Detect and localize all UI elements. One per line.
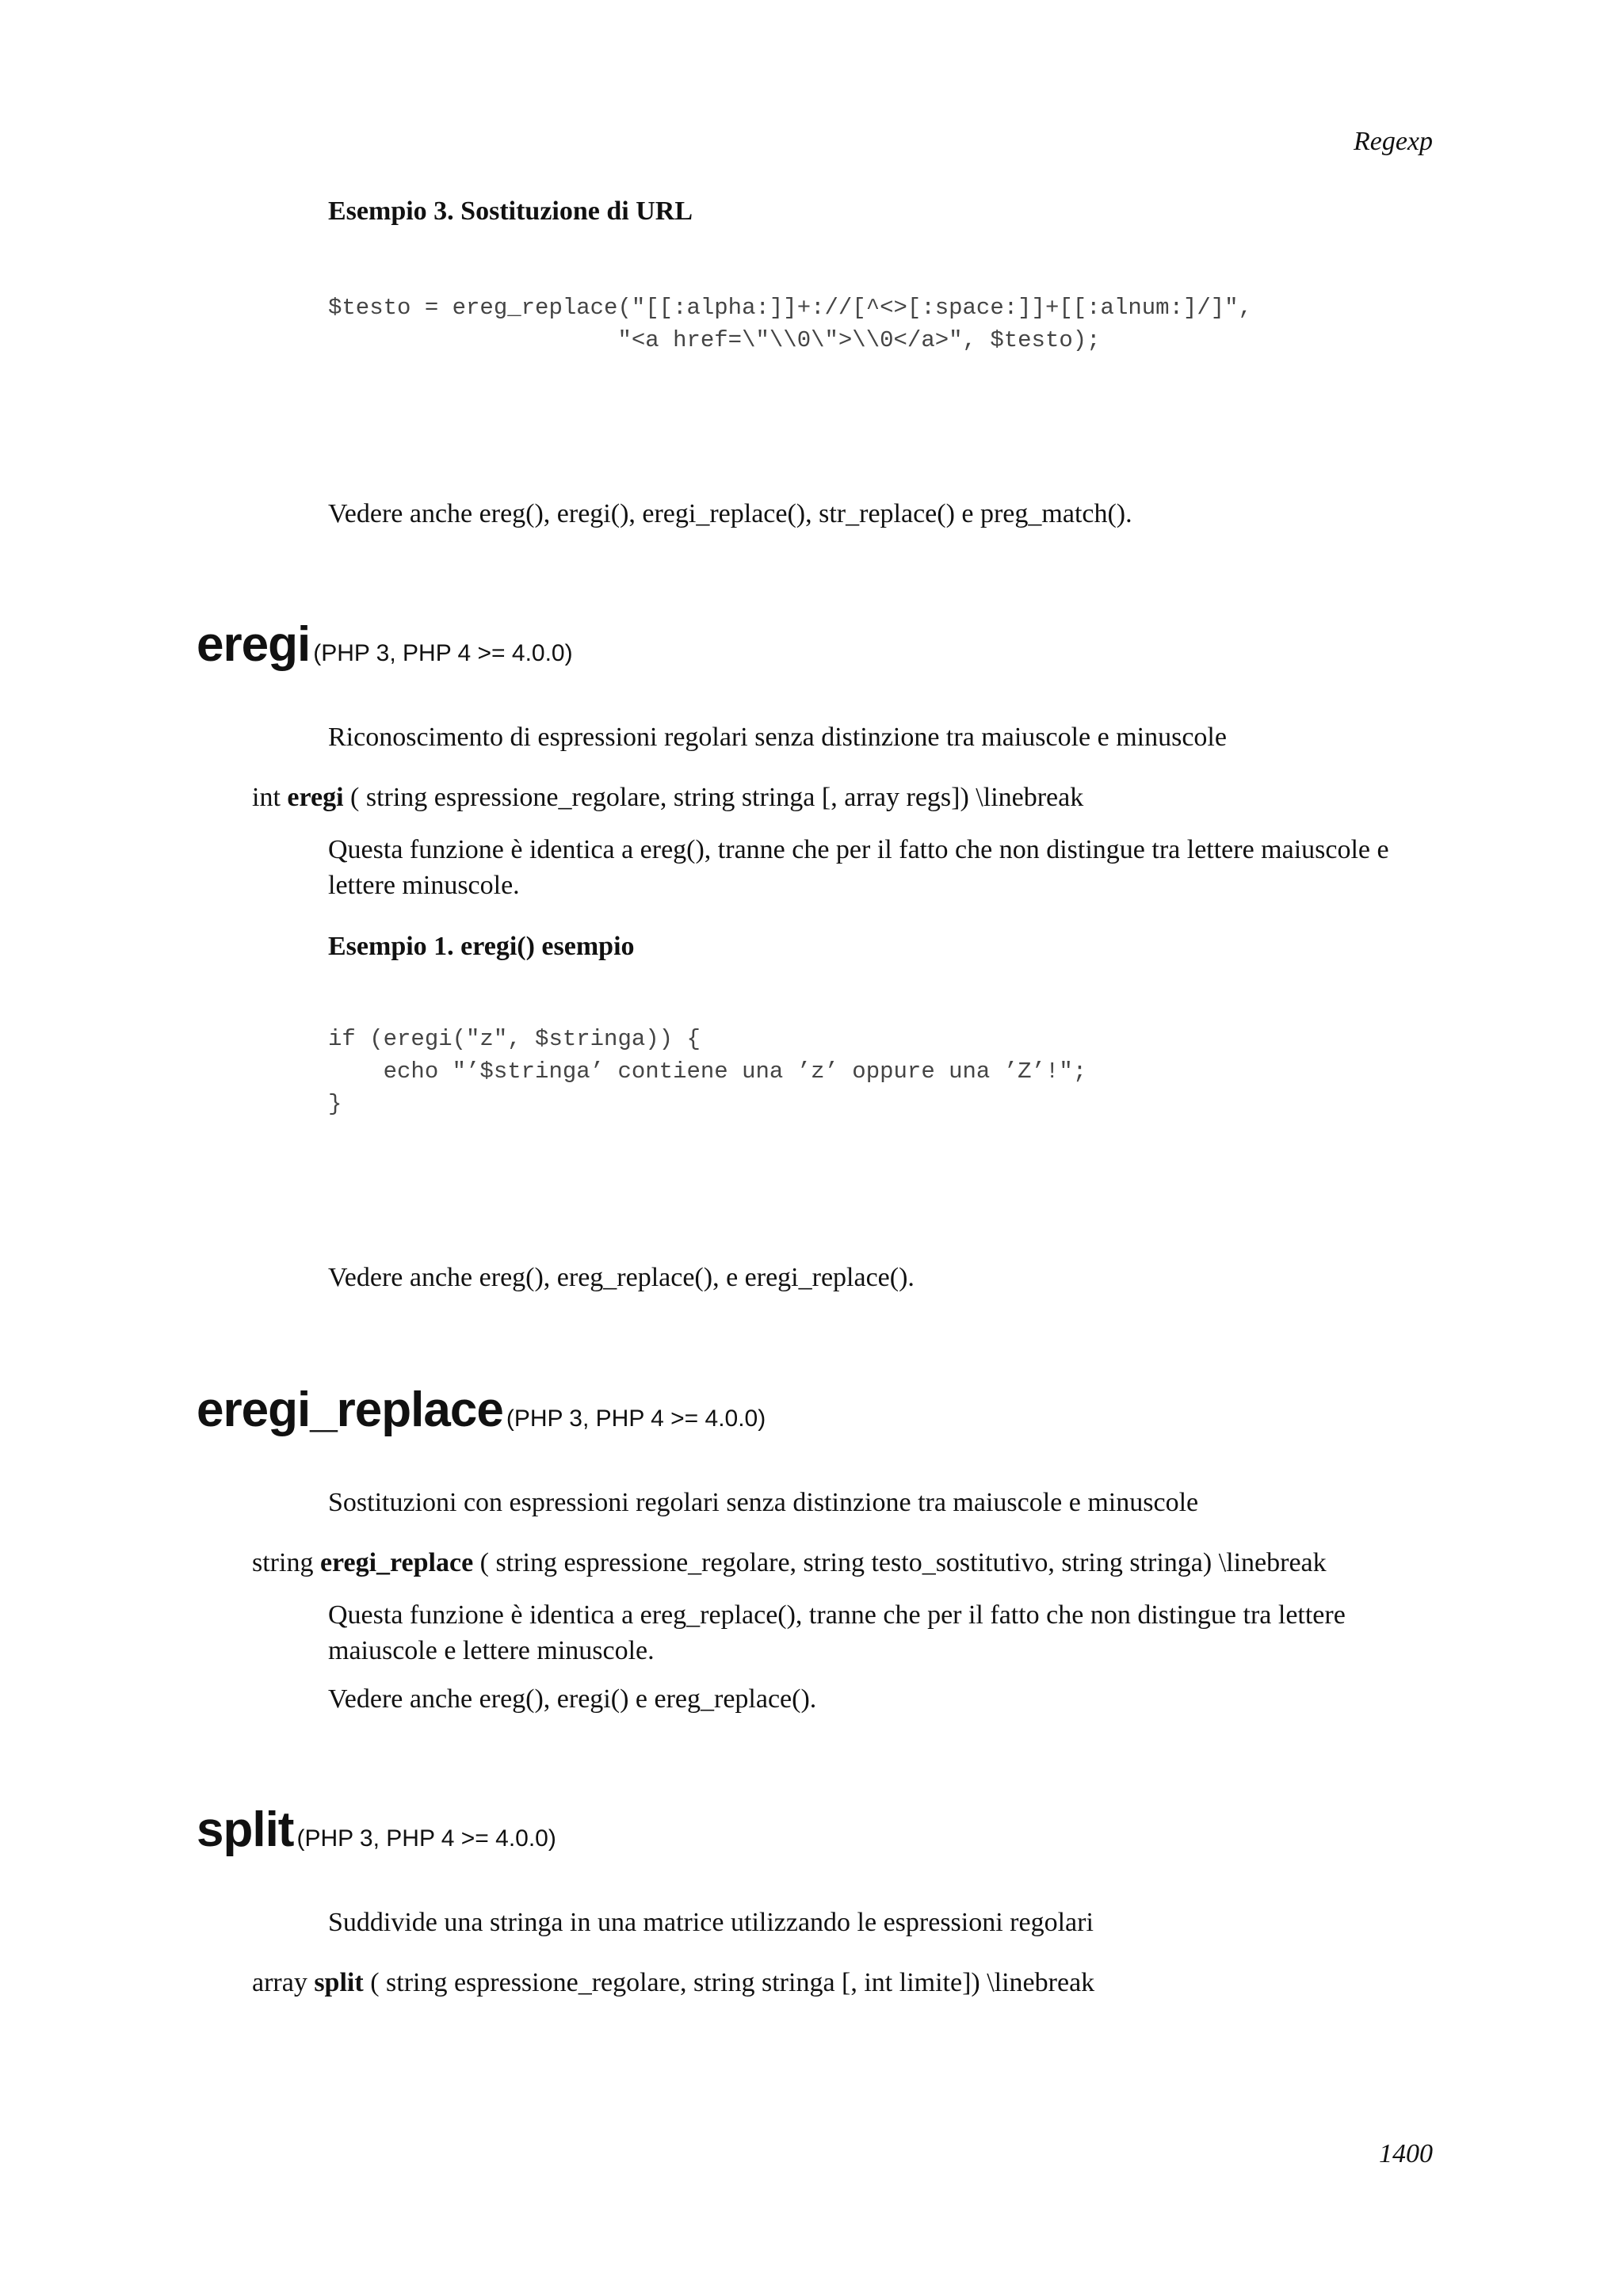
example-title: Esempio 1. eregi() esempio [328,932,635,961]
code-block: $testo = ereg_replace("[[:alpha:]]+://[^<>[:space:]]+[[:alnum:]/]", "<a href=\"\\0\">\\0</a>", $testo); [328,295,1252,353]
function-name: eregi_replace [197,1383,503,1437]
function-purpose: Riconoscimento di espressioni regolari senza distinzione tra maiuscole e minuscole [328,723,1227,752]
function-heading-split [197,1802,556,1858]
see-also-text: Vedere anche ereg(), eregi(), eregi_replace(), str_replace() e preg_match(). [328,499,1132,528]
example-title: Esempio 3. Sostituzione di URL [328,196,693,226]
function-synopsis [252,1968,1094,1998]
return-type: int [252,783,281,812]
synopsis-arguments: ( string espressione_regolare, string stringa [, int limite]) \linebreak [370,1968,1095,1997]
function-version: (PHP 3, PHP 4 >= 4.0.0) [506,1405,766,1432]
running-header: Regexp [1353,127,1433,156]
function-version: (PHP 3, PHP 4 >= 4.0.0) [296,1825,556,1852]
see-also-text: Vedere anche ereg(), ereg_replace(), e eregi_replace(). [328,1263,915,1292]
synopsis-function-name: eregi [287,783,344,812]
synopsis-arguments: ( string espressione_regolare, string testo_sostitutivo, string stringa) \linebreak [479,1548,1327,1577]
synopsis-function-name: eregi_replace [319,1548,474,1577]
page-number: 1400 [1379,2139,1433,2168]
function-description: Questa funzione è identica a ereg_replace(), tranne che per il fatto che non distingue tra lettere maiuscole e lettere minuscole. [328,1600,1346,1665]
function-purpose: Suddivide una stringa in una matrice utilizzando le espressioni regolari [328,1908,1094,1937]
function-heading-eregi [197,616,573,673]
function-purpose: Sostituzioni con espressioni regolari senza distinzione tra maiuscole e minuscole [328,1488,1199,1517]
see-also-text: Vedere anche ereg(), eregi() e ereg_replace(). [328,1684,817,1714]
return-type: string [252,1548,314,1577]
function-description: Questa funzione è identica a ereg(), tranne che per il fatto che non distingue tra lettere maiuscole e lettere minuscole. [328,835,1389,900]
function-name: eregi [197,617,311,672]
function-name: split [197,1802,294,1857]
function-heading-eregi-replace [197,1382,766,1438]
function-synopsis [252,783,1083,813]
function-synopsis [252,1548,1327,1578]
function-version: (PHP 3, PHP 4 >= 4.0.0) [313,640,573,666]
synopsis-function-name: split [314,1968,364,1997]
code-block: if (eregi("z", $stringa)) { echo "’$stringa’ contiene una ’z’ oppure una ’Z’!"; } [328,1026,1087,1117]
return-type: array [252,1968,307,1997]
synopsis-arguments: ( string espressione_regolare, string stringa [, array regs]) \linebreak [350,783,1084,812]
